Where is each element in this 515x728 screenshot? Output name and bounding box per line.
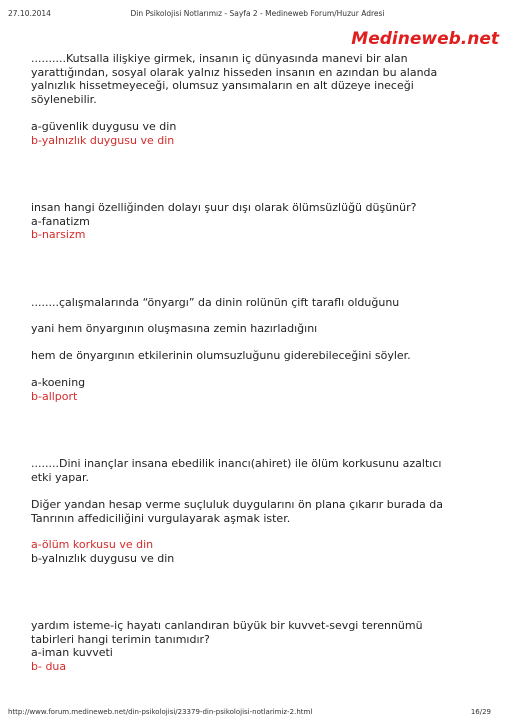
question-block-5	[31, 619, 461, 673]
answer-option-a-correct: a-ölüm korkusu ve din	[31, 538, 154, 551]
question-text: ..........Kutsalla ilişkiye girmek, insanın iç dünyasında manevi bir alan yarattığından, sosyal olarak yalnız hisseden insanın en azından bu alanda yalnızlık hissetmeyeceği, olumsuz yansımaların en alt düzeye ineceği söylenebilir.	[31, 52, 438, 106]
answer-option-b-correct: b-allport	[31, 389, 78, 403]
answer-option-b-correct: b-narsizm	[31, 228, 86, 241]
answer-option-a: a-fanatizm	[31, 214, 90, 228]
footer-url[interactable]: http://www.forum.medineweb.net/din-psikolojisi/23379-din-psikolojisi-notlarimiz-2.html	[8, 708, 313, 716]
header-title: Din Psikolojisi Notlarımız - Sayfa 2 - Medineweb Forum/Huzur Adresi	[130, 9, 385, 18]
footer-page-number: 16/29	[470, 708, 491, 716]
question-text: Diğer yandan hesap verme suçluluk duygularını ön plana çıkarır burada da Tanrının affediciliğini vurgulayarak aşmak ister.	[31, 498, 443, 525]
document-body	[31, 52, 461, 673]
question-block-1	[31, 52, 461, 147]
brand-logo: Medineweb.net	[351, 29, 499, 49]
answer-option-a: a-koening	[31, 376, 86, 389]
answer-option-b-correct: b-yalnızlık duygusu ve din	[31, 133, 175, 147]
header-date: 27.10.2014	[8, 9, 51, 18]
question-text: yardım isteme-iç hayatı canlandıran büyük bir kuvvet-sevgi terennümü tabirleri hangi terimin tanımıdır?	[31, 619, 423, 646]
question-text: insan hangi özelliğinden dolayı şuur dışı olarak ölümsüzlüğü düşünür?	[31, 201, 417, 214]
answer-option-a: a-güvenlik duygusu ve din	[31, 120, 177, 133]
question-text: hem de önyargının etkilerinin olumsuzluğunu giderebileceğini söyler.	[31, 348, 411, 362]
question-block-4	[31, 457, 461, 565]
question-block-2	[31, 201, 461, 242]
answer-option-a: a-iman kuvveti	[31, 646, 113, 659]
question-text: yani hem önyargının oluşmasına zemin hazırladığını	[31, 322, 318, 335]
answer-option-b: b-yalnızlık duygusu ve din	[31, 551, 175, 565]
answer-option-b-correct: b- dua	[31, 659, 67, 673]
question-text: ........Dini inançlar insana ebedilik inancı(ahiret) ile ölüm korkusunu azaltıcı etki yapar.	[31, 457, 442, 484]
question-block-3	[31, 296, 461, 404]
question-text: ........çalışmalarında “önyargı” da dinin rolünün çift taraflı olduğunu	[31, 295, 400, 309]
